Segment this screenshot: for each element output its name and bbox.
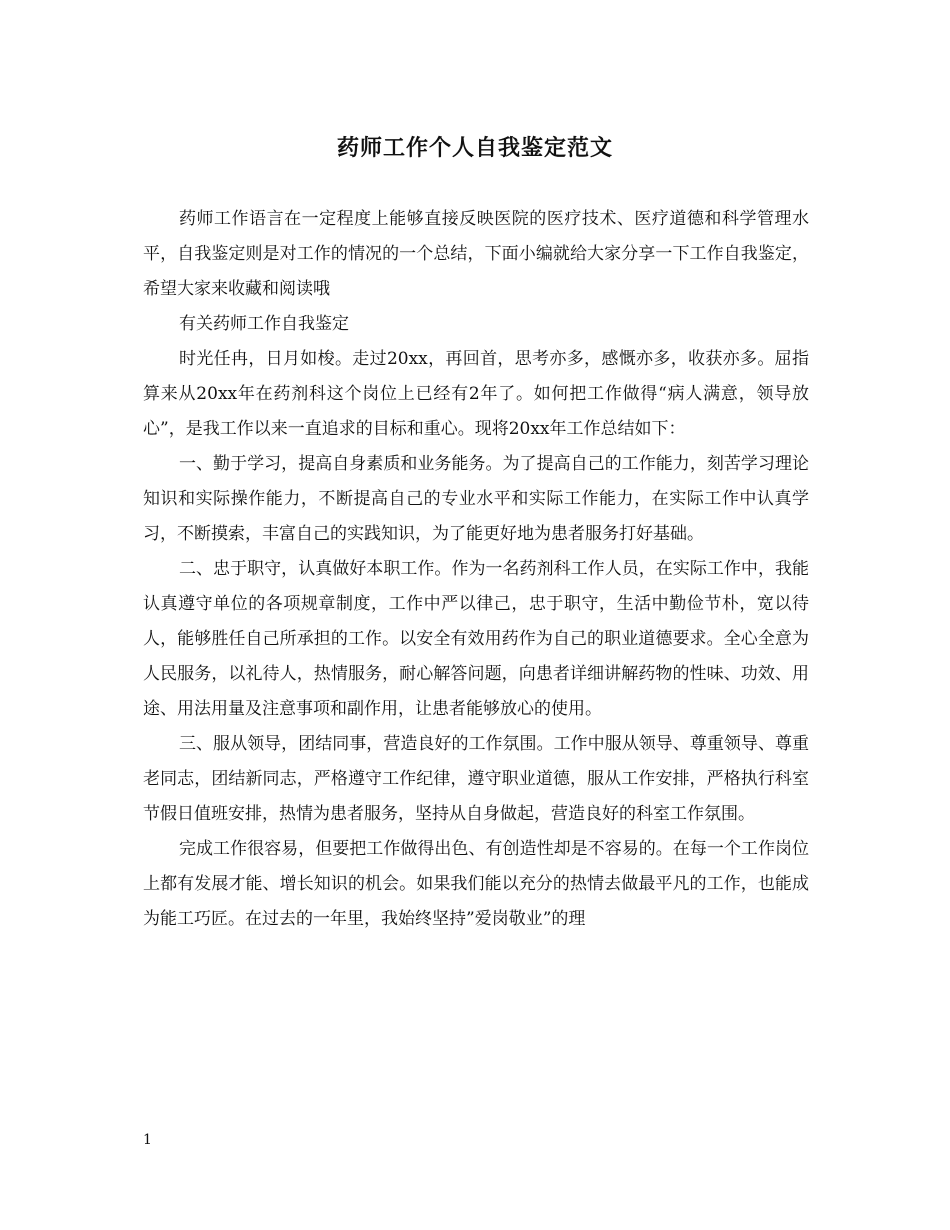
intro-paragraph: 药师工作语言在一定程度上能够直接反映医院的医疗技术、医疗道德和科学管理水平，自我鉴定则是对工作的情况的一个总结，下面小编就给大家分享一下工作自我鉴定，希望大家来收藏和阅读哦 — [143, 209, 809, 299]
page-number: 1 — [143, 1132, 152, 1148]
body-paragraph: 二、忠于职守，认真做好本职工作。作为一名药剂科工作人员，在实际工作中，我能认真遵守单位的各项规章制度，工作中严以律己，忠于职守，生活中勤俭节朴，宽以待人，能够胜任自己所承担的工作。以安全有效用药作为自己的职业道德要求。全心全意为人民服务，以礼待人，热情服务，耐心解答问题，向患者详细讲解药物的性味、功效、用途、用法用量及注意事项和副作用，让患者能够放心的使用。 — [143, 559, 809, 719]
body-paragraph: 完成工作很容易，但要把工作做得出色、有创造性却是不容易的。在每一个工作岗位上都有发展才能、增长知识的机会。如果我们能以充分的热情去做最平凡的工作，也能成为能工巧匠。在过去的一年里，我始终坚持”爱岗敬业”的理 — [143, 839, 809, 929]
section-heading: 有关药师工作自我鉴定 — [179, 314, 349, 334]
document-title: 药师工作个人自我鉴定范文 — [336, 135, 613, 161]
body-paragraph: 三、服从领导，团结同事，营造良好的工作氛围。工作中服从领导、尊重领导、尊重老同志，团结新同志，严格遵守工作纪律，遵守职业道德，服从工作安排，严格执行科室节假日值班安排，热情为患者服务，坚持从自身做起，营造良好的科室工作氛围。 — [143, 734, 809, 824]
document-body — [143, 202, 809, 937]
body-paragraph: 时光任冉，日月如梭。走过20xx，再回首，思考亦多，感慨亦多，收获亦多。屈指算来从20xx年在药剂科这个岗位上已经有2年了。如何把工作做得“病人满意，领导放心”，是我工作以来一直追求的目标和重心。现将20xx年工作总结如下： — [143, 349, 809, 439]
body-paragraph: 一、勤于学习，提高自身素质和业务能务。为了提高自己的工作能力，刻苦学习理论知识和实际操作能力，不断提高自己的专业水平和实际工作能力，在实际工作中认真学习，不断摸索，丰富自己的实践知识，为了能更好地为患者服务打好基础。 — [143, 454, 809, 544]
